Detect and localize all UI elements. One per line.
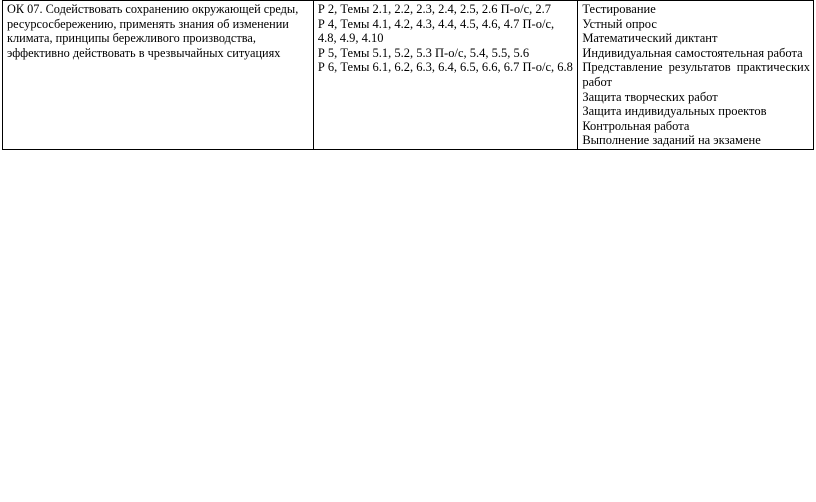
table-row [3, 1, 814, 150]
competency-cell [3, 1, 314, 150]
method-item: Защита творческих работ [582, 89, 718, 104]
method-item: Защита индивидуальных проектов [582, 104, 767, 119]
topic-line: Р 4, Темы 4.1, 4.2, 4.3, 4.4, 4.5, 4.6, 4.7 П-о/с, 4.8, 4.9, 4.10 [317, 16, 555, 46]
method-item-continuation: работ [582, 74, 613, 89]
method-item: Тестирование [582, 2, 656, 16]
method-item: Представление результатов практических [582, 60, 810, 75]
methods-cell [578, 1, 814, 150]
topic-line: Р 6, Темы 6.1, 6.2, 6.3, 6.4, 6.5, 6.6, 6.7 П-о/с, 6.8 [317, 60, 573, 75]
topic-line: Р 5, Темы 5.1, 5.2, 5.3 П-о/с, 5.4, 5.5, 5.6 [317, 45, 530, 60]
topic-line: Р 2, Темы 2.1, 2.2, 2.3, 2.4, 2.5, 2.6 П-о/с, 2.7 [317, 2, 551, 16]
method-item: Индивидуальная самостоятельная работа [582, 45, 803, 60]
competency-text: ОК 07. Содействовать сохранению окружающей среды, ресурсосбережению, применять знания об изменении климата, принципы бережливого производства, эффективно действовать в чрезвычайных ситуациях [7, 2, 299, 60]
assessment-table [2, 0, 814, 150]
method-item: Выполнение заданий на экзамене [582, 133, 761, 148]
method-item: Устный опрос [582, 16, 657, 31]
topics-cell [313, 1, 578, 150]
method-item: Математический диктант [582, 31, 718, 46]
method-item: Контрольная работа [582, 118, 690, 133]
